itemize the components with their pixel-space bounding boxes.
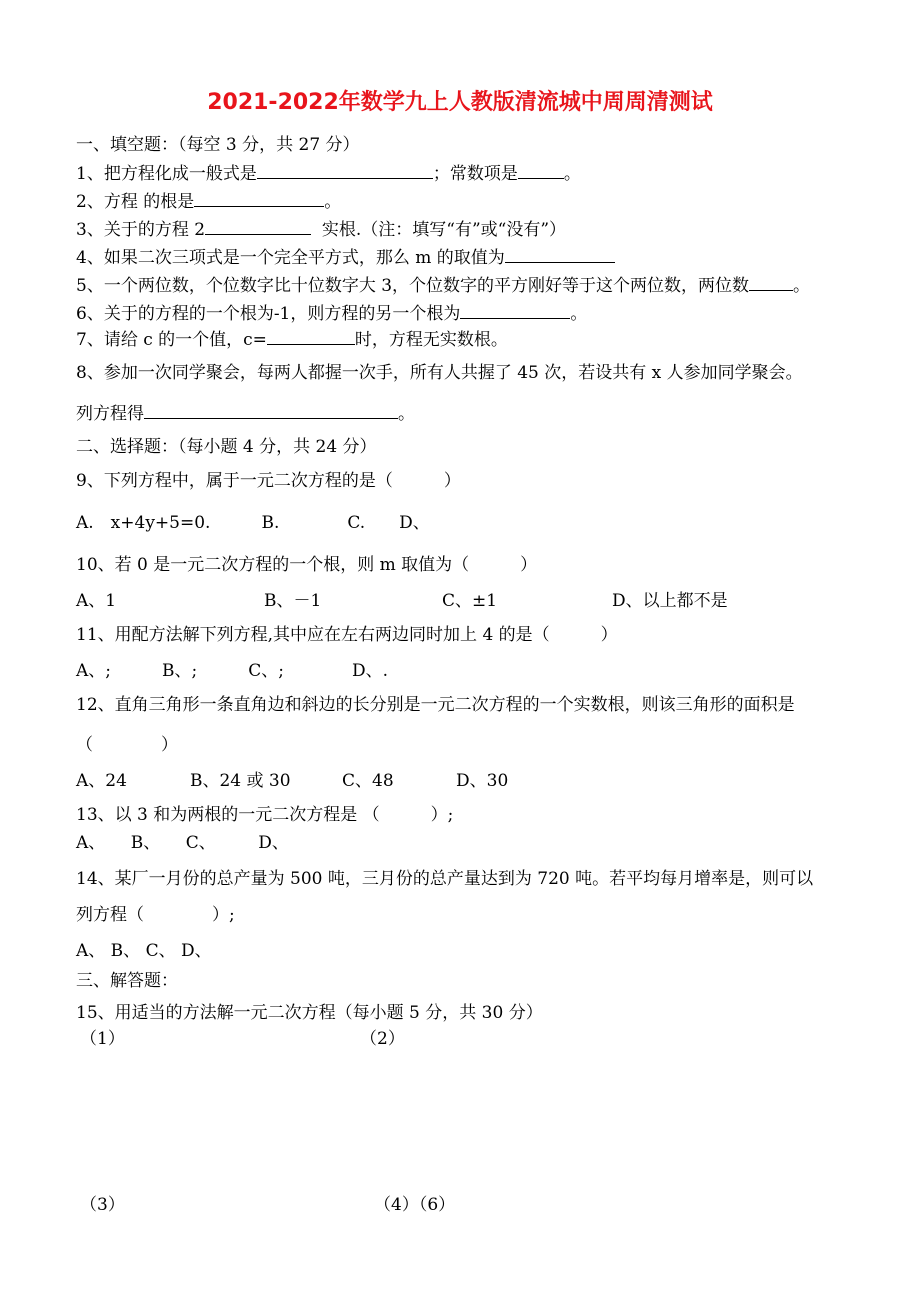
question-9: 9、下列方程中，属于一元二次方程的是（ ） (76, 471, 461, 491)
question-10: 10、若 0 是一元二次方程的一个根，则 m 取值为（ ） (76, 555, 538, 575)
problem-3-label: （3） (80, 1195, 125, 1215)
q7-text-2: 时，方程无实数根。 (354, 330, 508, 350)
question-4 (76, 246, 615, 269)
question-14-options: A、 B、 C、 D、 (76, 941, 212, 961)
question-11-options: A、; B、; C、; D、. (76, 661, 388, 681)
question-14-line2: 列方程（ ）; (76, 905, 235, 925)
question-9-options: A. x+4y+5=0. B. C. D、 (76, 513, 430, 533)
q8-text: 列方程得 (76, 404, 144, 424)
question-14: 14、某厂一月份的总产量为 500 吨，三月份的总产量达到为 720 吨。若平均每月增率是，则可以 (76, 869, 814, 889)
question-13-options: A、 B、 C、 D、 (76, 833, 289, 853)
q6-end: 。 (570, 304, 588, 324)
q3-blank[interactable] (205, 218, 311, 235)
q8-end: 。 (398, 404, 415, 424)
q5-text: 5、一个两位数，个位数字比十位数字大 3，个位数字的平方刚好等于这个两位数，两位数 (76, 276, 750, 296)
problem-1-label: （1） (80, 1029, 125, 1049)
q12-option-c: C、48 (342, 771, 394, 791)
q2-end: 。 (324, 192, 342, 212)
q7-text: 7、请给 c 的一个值，c= (76, 330, 267, 350)
q3-text-2: 实根.（注：填写“有”或“没有”） (321, 220, 567, 240)
question-13: 13、以 3 和为两根的一元二次方程是 （ ）; (76, 805, 454, 825)
q10-option-b: B、－1 (264, 591, 322, 611)
problem-4-label: （4）（6） (374, 1195, 456, 1215)
q3-text: 3、关于的方程 2 (76, 220, 206, 240)
section1-heading: 一、填空题：（每空 3 分，共 27 分） (76, 135, 360, 155)
q1-blank-2[interactable] (518, 162, 564, 179)
q5-blank[interactable] (749, 274, 793, 291)
question-8: 8、参加一次同学聚会，每两人都握一次手，所有人共握了 45 次，若设共有 x 人参加同学聚会。 (76, 363, 803, 383)
q12-option-b: B、24 或 30 (190, 771, 291, 791)
q1-end: 。 (563, 164, 581, 184)
q8-blank[interactable] (144, 402, 398, 419)
question-1 (76, 162, 581, 185)
q4-text: 4、如果二次三项式是一个完全平方式，那么 m 的取值为 (76, 248, 505, 268)
question-6 (76, 302, 587, 325)
q4-blank[interactable] (505, 246, 615, 263)
q10-option-d: D、以上都不是 (612, 591, 728, 611)
q10-option-c: C、±1 (442, 591, 498, 611)
q6-blank[interactable] (460, 302, 570, 319)
question-15: 15、用适当的方法解一元二次方程（每小题 5 分，共 30 分） (76, 1003, 543, 1023)
q7-blank[interactable] (267, 328, 355, 345)
q5-end: 。 (793, 276, 811, 296)
question-2 (76, 190, 341, 213)
q1-text-2: ；常数项是 (432, 164, 518, 184)
question-12-paren: （ ） (76, 735, 178, 755)
section2-heading: 二、选择题：（每小题 4 分，共 24 分） (76, 437, 377, 457)
question-7 (76, 328, 508, 351)
q2-text: 2、方程 的根是 (76, 192, 195, 212)
question-12: 12、直角三角形一条直角边和斜边的长分别是一元二次方程的一个实数根，则该三角形的面积是 (76, 695, 795, 715)
q2-blank[interactable] (194, 190, 324, 207)
q12-option-a: A、24 (76, 771, 127, 791)
section3-heading: 三、解答题： (76, 971, 178, 991)
q6-text: 6、关于的方程的一个根为-1，则方程的另一个根为 (76, 304, 461, 324)
question-8-equation (76, 402, 415, 425)
question-11: 11、用配方法解下列方程,其中应在左右两边同时加上 4 的是（ ） (76, 625, 618, 645)
problem-2-label: （2） (360, 1029, 405, 1049)
q10-option-a: A、1 (76, 591, 117, 611)
page-title: 2021-2022年数学九上人教版清流城中周周清测试 (207, 90, 713, 115)
question-5 (76, 274, 810, 297)
question-3 (76, 218, 566, 241)
q1-text: 1、把方程化成一般式是 (76, 164, 257, 184)
q1-blank-1[interactable] (257, 162, 433, 179)
q12-option-d: D、30 (456, 771, 509, 791)
